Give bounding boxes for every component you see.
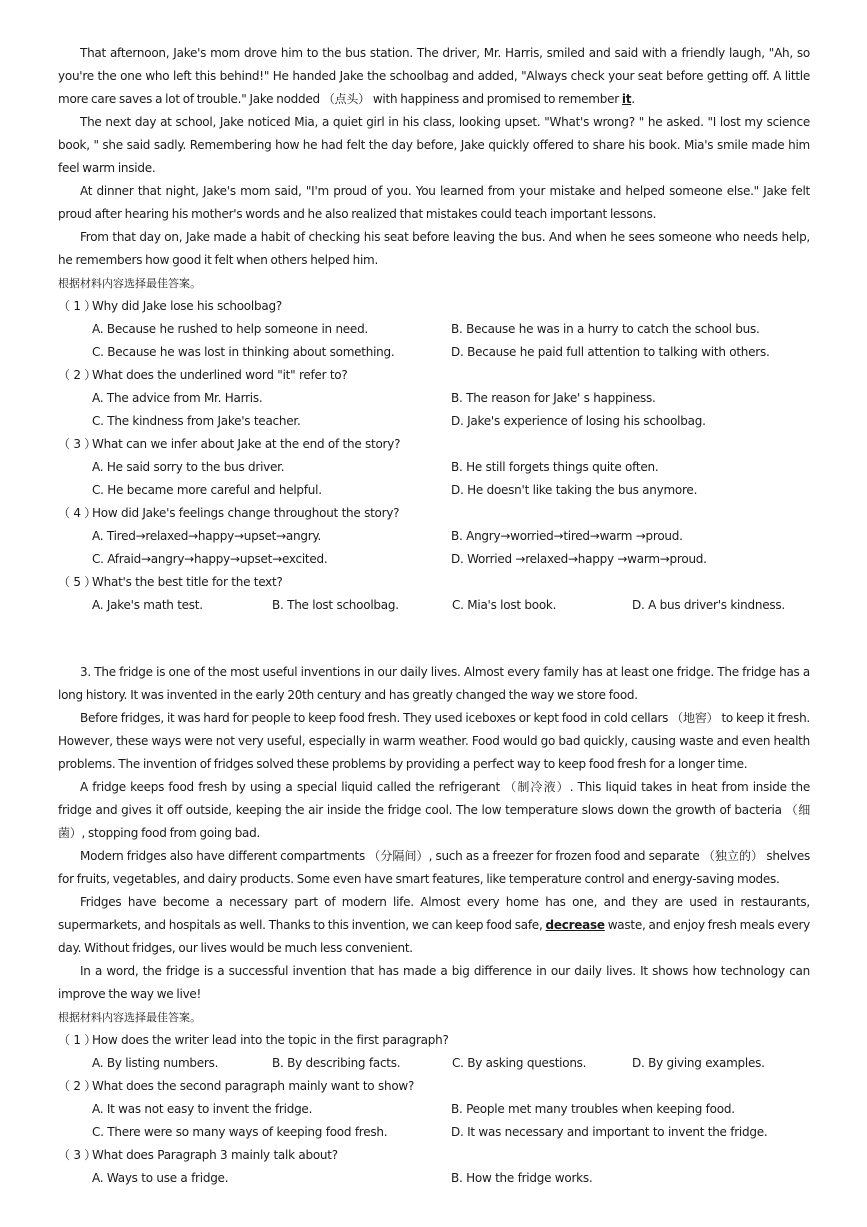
option-b[interactable]: B. The reason for Jake' s happiness.: [451, 391, 656, 405]
option-c[interactable]: C. Because he was lost in thinking about something.: [92, 345, 395, 359]
fridge-paragraph-3: A fridge keeps food fresh by using a special liquid called the refrigerant （制冷液）. This liquid takes in heat from inside the fridge and gives it off outside, keeping the air inside the fridge cool. The low temperature slows down the growth of bacteria （细菌）, stopping food from going bad.: [58, 780, 810, 840]
question-number: （ 1 ）: [58, 1033, 97, 1047]
worksheet-page: [58, 42, 810, 1190]
option-b[interactable]: B. By describing facts.: [272, 1056, 401, 1070]
question-number: （ 2 ）: [58, 1079, 97, 1093]
option-d[interactable]: D. He doesn't like taking the bus anymore.: [451, 483, 698, 497]
option-a[interactable]: A. By listing numbers.: [92, 1056, 219, 1070]
fridge-paragraph-2: Before fridges, it was hard for people to keep food fresh. They used iceboxes or kept food in cold cellars （地窖） to keep it fresh. However, these ways were not very useful, especially in warm weather. Food would go bad quickly, causing waste and even health problems. The invention of fridges solved these problems by providing a perfect way to keep food fresh for a longer time.: [58, 711, 810, 771]
question-text: What does Paragraph 3 mainly talk about?: [92, 1148, 338, 1162]
option-b[interactable]: B. Angry→worried→tired→warm →proud.: [451, 529, 683, 543]
fridge-question-1: [58, 1029, 810, 1075]
story-paragraph-4: From that day on, Jake made a habit of checking his seat before leaving the bus. And when he sees someone who needs help, he remembers how good it felt when others helped him.: [58, 230, 810, 267]
option-d[interactable]: D. Because he paid full attention to talking with others.: [451, 345, 770, 359]
question-number: （ 4 ）: [58, 506, 97, 520]
option-b[interactable]: B. People met many troubles when keeping food.: [451, 1102, 735, 1116]
option-a[interactable]: A. He said sorry to the bus driver.: [92, 460, 285, 474]
fridge-paragraph-5: Fridges have become a necessary part of modern life. Almost every home has one, and they are used in restaurants, supermarkets, and hospitals as well. Thanks to this invention, we can keep food safe, decrease waste, and enjoy fresh meals every day. Without fridges, our lives would be much less convenient.: [58, 895, 811, 955]
option-d[interactable]: D. Jake's experience of losing his schoolbag.: [451, 414, 706, 428]
option-c[interactable]: C. The kindness from Jake's teacher.: [92, 414, 301, 428]
section-spacer: [58, 617, 810, 661]
fridge-instruction: 根据材料内容选择最佳答案。: [58, 1011, 201, 1024]
option-a[interactable]: A. Tired→relaxed→happy→upset→angry.: [92, 529, 322, 543]
option-a[interactable]: A. The advice from Mr. Harris.: [92, 391, 263, 405]
option-c[interactable]: C. Mia's lost book.: [452, 598, 557, 612]
question-text: How does the writer lead into the topic in the first paragraph?: [92, 1033, 449, 1047]
question-number: （ 1 ）: [58, 299, 97, 313]
option-a[interactable]: A. It was not easy to invent the fridge.: [92, 1102, 313, 1116]
option-d[interactable]: D. It was necessary and important to invent the fridge.: [451, 1125, 768, 1139]
option-b[interactable]: B. How the fridge works.: [451, 1171, 593, 1185]
fridge-question-2: [58, 1075, 810, 1144]
question-number: （ 3 ）: [58, 1148, 97, 1162]
underlined-word-it: it: [621, 92, 632, 106]
question-text: What can we infer about Jake at the end of the story?: [92, 437, 401, 451]
option-c[interactable]: C. He became more careful and helpful.: [92, 483, 322, 497]
question-text: What's the best title for the text?: [92, 575, 283, 589]
question-text: What does the second paragraph mainly want to show?: [92, 1079, 415, 1093]
option-c[interactable]: C. Afraid→angry→happy→upset→excited.: [92, 552, 328, 566]
story-question-4: [58, 502, 810, 571]
question-number: （ 5 ）: [58, 575, 97, 589]
question-text: Why did Jake lose his schoolbag?: [92, 299, 282, 313]
story-question-2: [58, 364, 810, 433]
fridge-paragraph-4: Modern fridges also have different compartments （分隔间）, such as a freezer for frozen food and separate （独立的） shelves for fruits, vegetables, and dairy products. Some even have smart features, like temperature control and energy-saving modes.: [58, 849, 810, 886]
story-instruction: 根据材料内容选择最佳答案。: [58, 277, 201, 290]
fridge-question-3: [58, 1144, 810, 1190]
option-a[interactable]: A. Ways to use a fridge.: [92, 1171, 229, 1185]
option-c[interactable]: C. By asking questions.: [452, 1056, 587, 1070]
option-d[interactable]: D. Worried →relaxed→happy →warm→proud.: [451, 552, 707, 566]
story-question-5: [58, 571, 810, 617]
fridge-paragraph-1: 3. The fridge is one of the most useful inventions in our daily lives. Almost every family has at least one fridge. The fridge has a long history. It was invented in the early 20th century and has greatly changed the way we store food.: [58, 665, 810, 702]
option-b[interactable]: B. Because he was in a hurry to catch the school bus.: [451, 322, 760, 336]
question-text: How did Jake's feelings change throughout the story?: [92, 506, 400, 520]
option-a[interactable]: A. Because he rushed to help someone in need.: [92, 322, 368, 336]
option-d[interactable]: D. A bus driver's kindness.: [632, 598, 785, 612]
question-number: （ 3 ）: [58, 437, 97, 451]
story-question-3: [58, 433, 810, 502]
story-paragraph-2: The next day at school, Jake noticed Mia, a quiet girl in his class, looking upset. "What's wrong? " he asked. "I lost my science book, " she said sadly. Remembering how he had felt the day before, Jake quickly offered to share his book. Mia's smile made him feel warm inside.: [58, 115, 810, 175]
fridge-paragraph-6: In a word, the fridge is a successful invention that has made a big difference in our daily lives. It shows how technology can improve the way we live!: [58, 964, 810, 1001]
option-a[interactable]: A. Jake's math test.: [92, 598, 203, 612]
option-b[interactable]: B. The lost schoolbag.: [272, 598, 399, 612]
option-c[interactable]: C. There were so many ways of keeping food fresh.: [92, 1125, 388, 1139]
story-paragraph-1: That afternoon, Jake's mom drove him to the bus station. The driver, Mr. Harris, smiled and said with a friendly laugh, "Ah, so you're the one who left this behind!" He handed Jake the schoolbag and added, "Always check your seat before getting off. A little more care saves a lot of trouble." Jake nodded （点头） with happiness and promised to remember it.: [58, 46, 810, 106]
story-question-1: [58, 295, 810, 364]
story-paragraph-3: At dinner that night, Jake's mom said, "I'm proud of you. You learned from your mistake and helped someone else." Jake felt proud after hearing his mother's words and he also realized that mistakes could teach important lessons.: [58, 184, 810, 221]
question-number: （ 2 ）: [58, 368, 97, 382]
underlined-word-decrease: decrease: [545, 918, 605, 932]
option-b[interactable]: B. He still forgets things quite often.: [451, 460, 659, 474]
option-d[interactable]: D. By giving examples.: [632, 1056, 765, 1070]
question-text: What does the underlined word "it" refer to?: [92, 368, 348, 382]
